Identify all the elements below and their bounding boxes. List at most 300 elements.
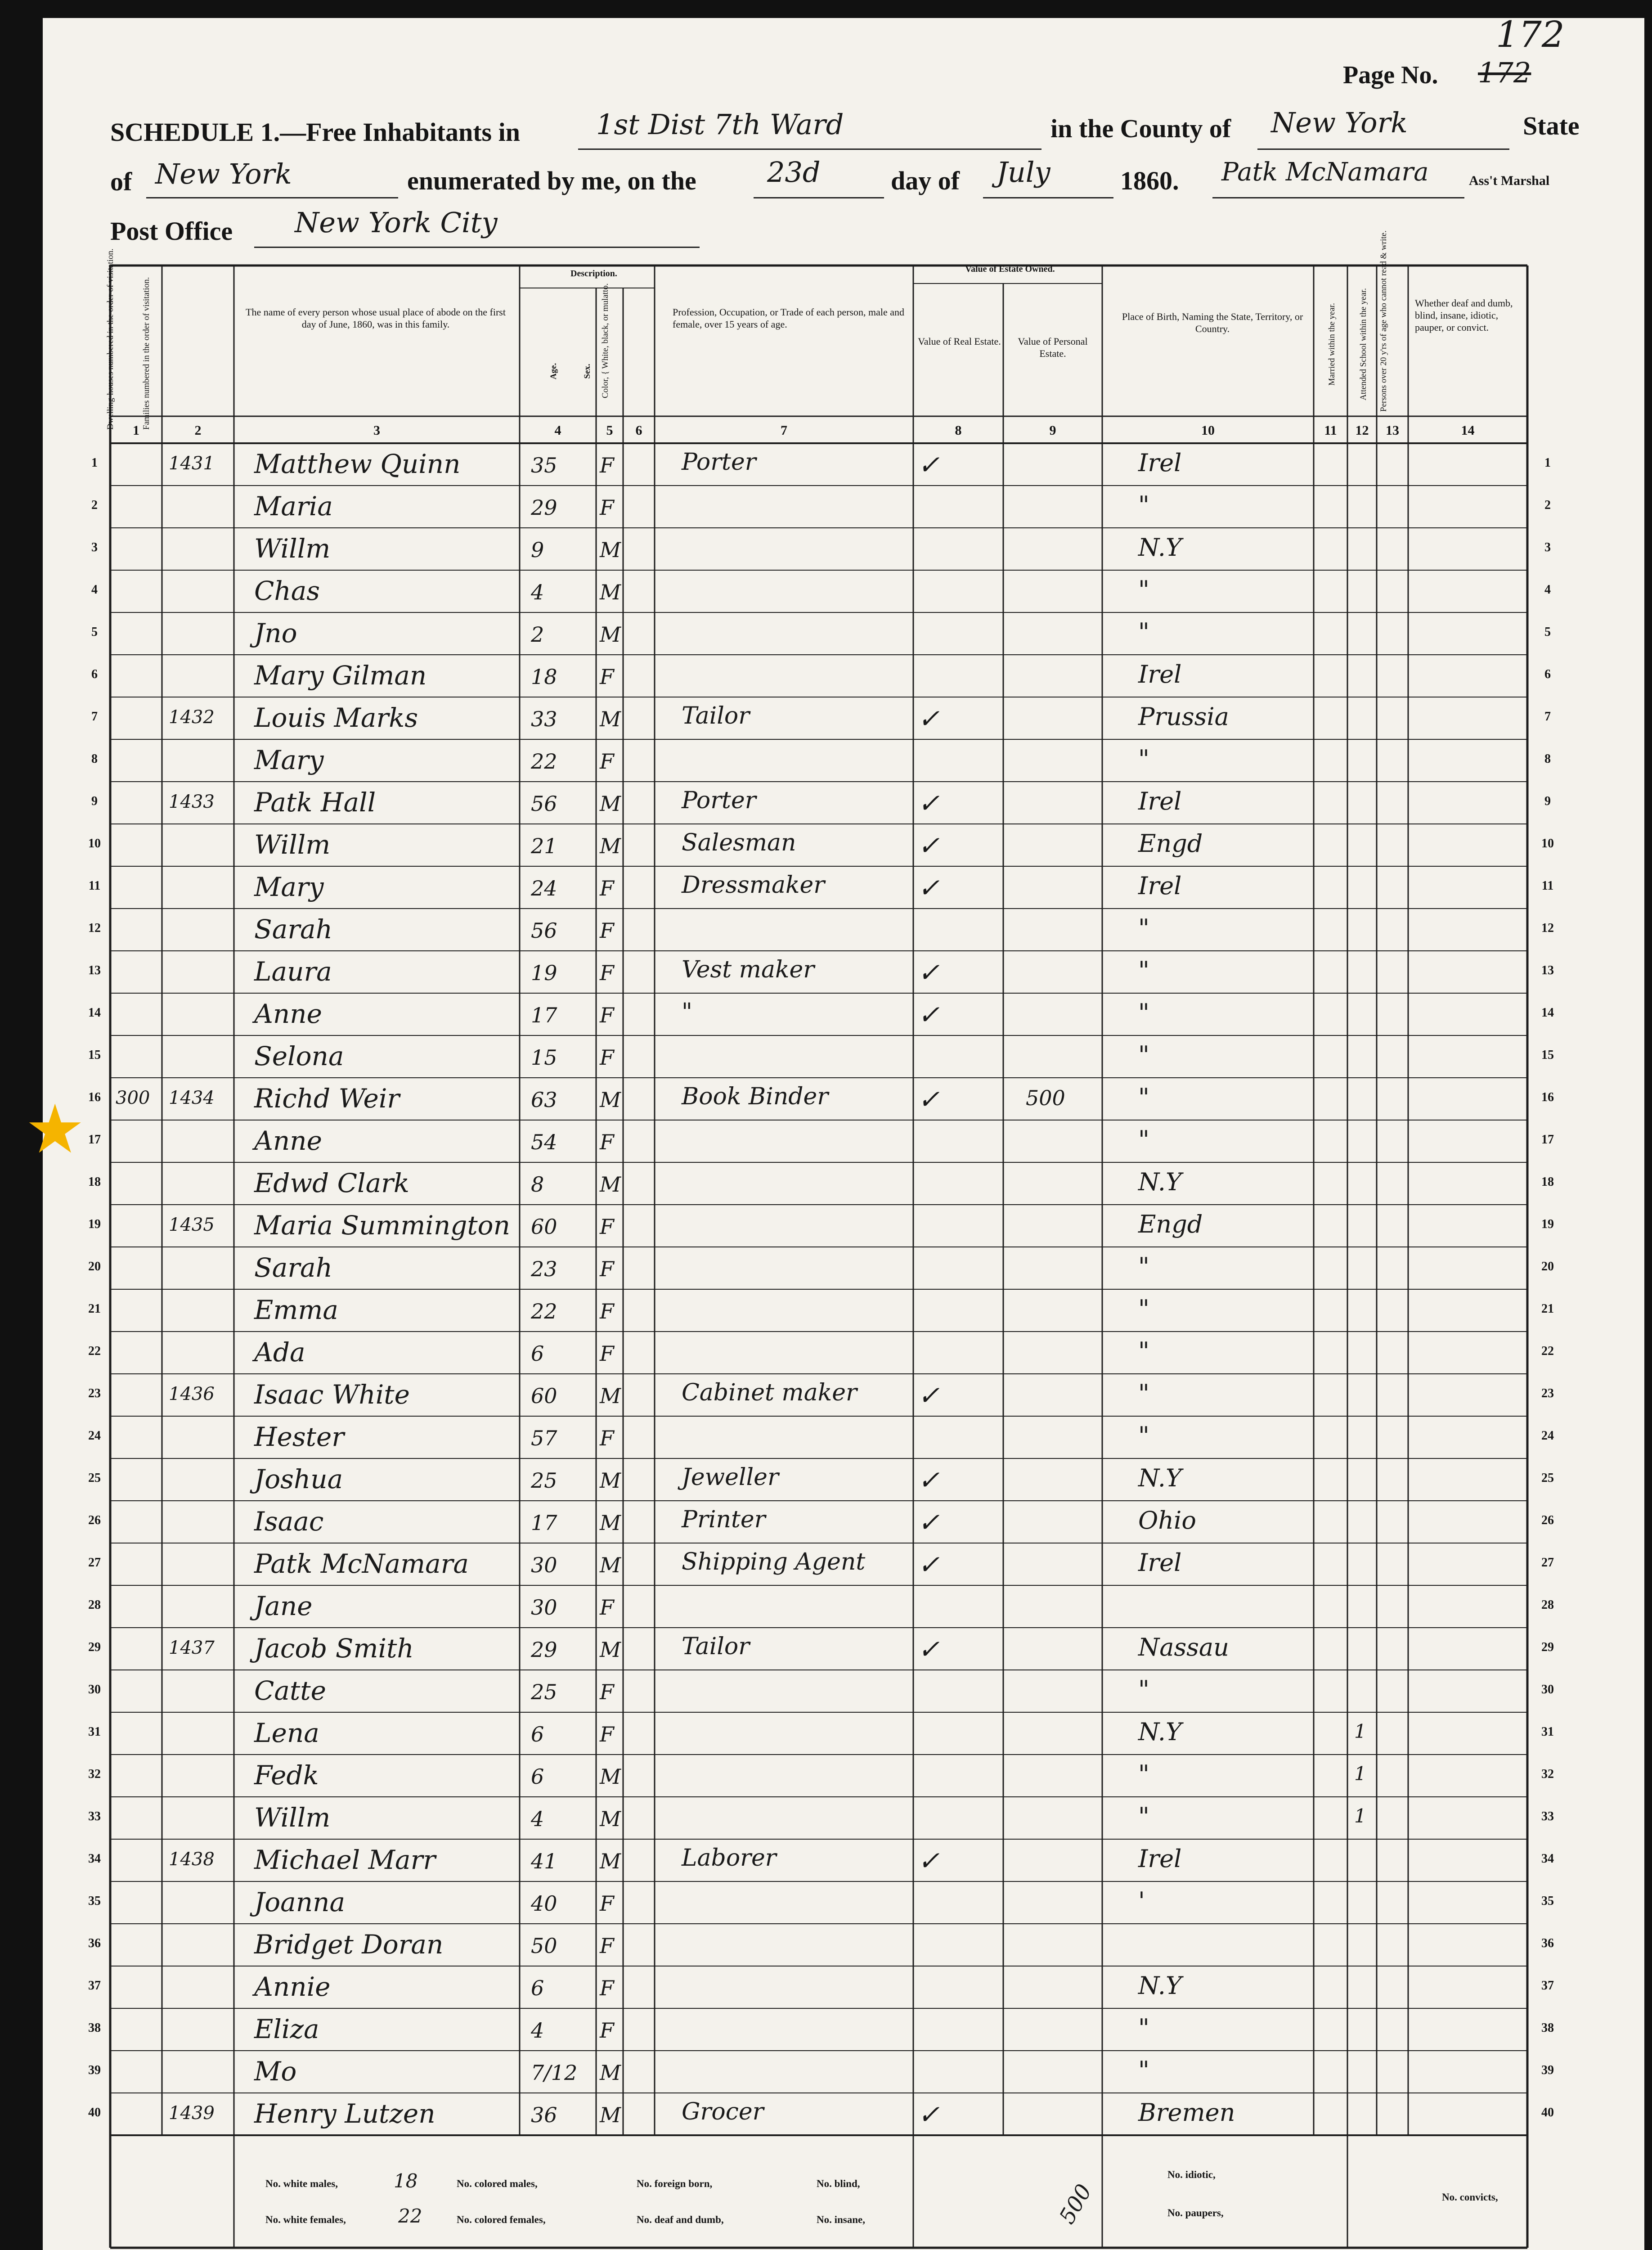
school-mark: 1: [1354, 1720, 1366, 1742]
person-sex: F: [600, 1215, 614, 1239]
row-number-right: 3: [1544, 540, 1551, 554]
row-number-right: 10: [1541, 837, 1554, 850]
person-age: 54: [531, 1130, 557, 1154]
person-occupation: Porter: [682, 449, 756, 476]
person-occupation: Salesman: [682, 829, 796, 856]
birthplace: ": [1138, 1125, 1149, 1154]
person-age: 7/12: [531, 2061, 578, 2085]
row-number-left: 19: [88, 1217, 101, 1231]
footer-colored-females-label: No. colored females,: [457, 2214, 546, 2225]
row-number-left: 37: [88, 1979, 101, 1993]
person-age: 19: [531, 961, 557, 985]
person-name: Annie: [254, 1971, 331, 2002]
person-age: 6: [531, 1976, 544, 2000]
person-age: 60: [531, 1215, 557, 1239]
person-sex: M: [600, 1088, 621, 1112]
person-name: Fedk: [254, 1760, 319, 1791]
person-age: 21: [531, 834, 557, 858]
person-age: 33: [531, 707, 557, 731]
person-sex: F: [600, 1341, 614, 1366]
person-name: Joshua: [254, 1464, 343, 1494]
birthplace: Irel: [1138, 787, 1182, 815]
row-number-left: 23: [88, 1386, 101, 1400]
footer-paupers-label: No. paupers,: [1167, 2207, 1224, 2218]
real-estate-mark: ✓: [918, 788, 940, 819]
person-sex: F: [600, 1595, 614, 1620]
person-age: 8: [531, 1172, 544, 1197]
footer-idiotic-label: No. idiotic,: [1167, 2169, 1216, 2180]
column-number: 14: [1461, 423, 1475, 438]
birthplace: Nassau: [1138, 1633, 1229, 1661]
col-header-real-estate: Value of Real Estate.: [918, 336, 1001, 347]
person-age: 40: [531, 1891, 557, 1916]
person-name: Sarah: [254, 914, 332, 945]
row-number-left: 11: [88, 879, 101, 893]
person-sex: F: [600, 453, 614, 477]
person-sex: M: [600, 834, 621, 858]
row-number-right: 34: [1541, 1852, 1554, 1866]
person-age: 4: [531, 1807, 544, 1831]
person-sex: F: [600, 876, 614, 900]
row-number-left: 7: [91, 710, 98, 724]
real-estate-mark: ✓: [918, 1634, 940, 1665]
birthplace: ": [1138, 1422, 1149, 1450]
footer-white-females-label: No. white females,: [265, 2214, 346, 2225]
col-header-color: Color, { White, black, or mulatto.: [601, 283, 610, 398]
person-name: Willm: [254, 533, 331, 564]
row-number-left: 39: [88, 2063, 101, 2077]
person-name: Hester: [254, 1422, 345, 1452]
row-number-right: 26: [1541, 1513, 1554, 1527]
birthplace: ": [1138, 1379, 1149, 1408]
real-estate-mark: ✓: [918, 830, 940, 861]
row-number-left: 13: [88, 963, 101, 977]
row-number-left: 25: [88, 1471, 101, 1485]
person-age: 25: [531, 1680, 557, 1704]
birthplace: ": [1138, 1295, 1149, 1323]
col-header-name: The name of every person whose usual place of abode on the first day of June, 1860, was in this family.: [246, 306, 506, 330]
footer-insane-label: No. insane,: [817, 2214, 865, 2225]
person-name: Emma: [254, 1295, 338, 1325]
person-sex: M: [600, 1849, 621, 1873]
person-sex: M: [600, 538, 621, 562]
footer-personal-total: 500: [1054, 2180, 1097, 2228]
row-number-right: 24: [1541, 1429, 1554, 1443]
person-name: Henry Lutzen: [254, 2098, 435, 2129]
row-number-right: 13: [1541, 963, 1554, 977]
row-number-right: 18: [1541, 1175, 1554, 1189]
person-sex: M: [600, 1638, 621, 1662]
person-occupation: Tailor: [682, 702, 750, 729]
person-name: Edwd Clark: [254, 1168, 410, 1198]
marshal-label: Ass't Marshal: [1469, 173, 1550, 188]
row-number-left: 28: [88, 1598, 101, 1612]
col-header-description: Description.: [570, 269, 617, 279]
row-number-right: 35: [1541, 1894, 1554, 1908]
row-number-right: 38: [1541, 2021, 1554, 2035]
row-number-right: 9: [1544, 794, 1551, 808]
row-number-left: 32: [88, 1767, 101, 1781]
birthplace: ': [1138, 1887, 1145, 1915]
birthplace: Engd: [1138, 829, 1203, 858]
birthplace: ": [1138, 999, 1149, 1027]
person-age: 60: [531, 1384, 557, 1408]
corner-page-number: 172: [1496, 18, 1565, 55]
person-age: 23: [531, 1257, 557, 1281]
row-number-left: 8: [91, 752, 98, 766]
person-sex: M: [600, 1807, 621, 1831]
person-occupation: Grocer: [682, 2098, 764, 2125]
real-estate-mark: ✓: [918, 873, 940, 903]
row-number-right: 19: [1541, 1217, 1554, 1231]
person-occupation: Cabinet maker: [682, 1379, 857, 1406]
row-number-left: 10: [88, 837, 101, 850]
person-sex: M: [600, 2103, 621, 2127]
birthplace: Irel: [1138, 1845, 1182, 1873]
person-age: 35: [531, 453, 557, 477]
col-header-school: Attended School within the year.: [1359, 288, 1368, 400]
person-age: 25: [531, 1468, 557, 1493]
person-age: 56: [531, 918, 557, 943]
birthplace: N.Y: [1138, 1464, 1182, 1492]
footer-foreign-born-label: No. foreign born,: [637, 2178, 713, 2189]
birthplace: ": [1138, 1675, 1149, 1704]
person-name: Jno: [254, 618, 297, 648]
row-number-right: 36: [1541, 1936, 1554, 1950]
real-estate-mark: ✓: [918, 1084, 940, 1115]
col-header-illiterate: Persons over 20 y'rs of age who cannot read & write.: [1379, 230, 1388, 412]
row-number-right: 1: [1544, 456, 1551, 470]
person-occupation: Porter: [682, 787, 756, 814]
person-age: 56: [531, 792, 557, 816]
person-sex: M: [600, 1468, 621, 1493]
person-sex: M: [600, 580, 621, 604]
person-sex: F: [600, 1976, 614, 2000]
col-header-family: Families numbered in the order of visitation.: [142, 277, 151, 430]
birthplace: ": [1138, 1083, 1149, 1112]
col-header-condition: Whether deaf and dumb, blind, insane, idiotic, pauper, or convict.: [1415, 297, 1513, 333]
birthplace: ": [1138, 1041, 1149, 1069]
schedule-title: SCHEDULE 1.—Free Inhabitants in: [110, 117, 520, 147]
row-number-right: 25: [1541, 1471, 1554, 1485]
col-header-sex: Sex.: [583, 364, 592, 379]
real-estate-mark: ✓: [918, 703, 940, 734]
person-occupation: Jeweller: [682, 1464, 779, 1491]
row-number-left: 35: [88, 1894, 101, 1908]
person-occupation: Tailor: [682, 1633, 750, 1660]
person-age: 17: [531, 1003, 557, 1027]
real-estate-mark: ✓: [918, 1549, 940, 1580]
person-age: 2: [531, 622, 544, 647]
family-number: 1432: [169, 707, 215, 728]
page-no-label: Page No.: [1343, 61, 1438, 89]
birthplace: Bremen: [1138, 2098, 1235, 2127]
row-number-left: 30: [88, 1683, 101, 1696]
row-number-left: 5: [91, 625, 98, 639]
person-name: Anne: [254, 999, 322, 1029]
family-number: 1431: [169, 453, 215, 474]
person-name: Bridget Doran: [254, 1929, 444, 1960]
row-number-left: 22: [88, 1344, 101, 1358]
col-header-estate: Value of Estate Owned.: [965, 264, 1055, 274]
person-name: Sarah: [254, 1252, 332, 1283]
person-name: Laura: [254, 956, 332, 987]
person-sex: F: [600, 918, 614, 943]
year-value: 1860.: [1120, 166, 1179, 195]
row-number-right: 11: [1541, 879, 1554, 893]
person-sex: M: [600, 1172, 621, 1197]
person-name: Mary Gilman: [254, 660, 427, 691]
person-sex: F: [600, 1891, 614, 1916]
column-number: 12: [1355, 423, 1369, 438]
col-header-birthplace: Place of Birth, Naming the State, Territory, or Country.: [1122, 311, 1303, 334]
person-age: 36: [531, 2103, 557, 2127]
row-number-right: 31: [1541, 1725, 1554, 1739]
enumeration-district: 1st Dist 7th Ward: [596, 108, 844, 141]
person-sex: M: [600, 707, 621, 731]
birthplace: N.Y: [1138, 1718, 1182, 1746]
person-sex: M: [600, 792, 621, 816]
birthplace: ": [1138, 618, 1149, 646]
person-sex: F: [600, 1426, 614, 1450]
family-number: 1436: [169, 1384, 215, 1404]
row-number-right: 29: [1541, 1640, 1554, 1654]
state-label: State: [1523, 111, 1580, 140]
birthplace: ": [1138, 1760, 1149, 1788]
person-sex: F: [600, 1299, 614, 1323]
person-age: 6: [531, 1722, 544, 1746]
person-name: Michael Marr: [254, 1845, 436, 1875]
birthplace: ": [1138, 956, 1149, 985]
person-age: 6: [531, 1341, 544, 1366]
row-number-left: 21: [88, 1302, 101, 1316]
row-number-right: 6: [1544, 667, 1551, 681]
birthplace: Prussia: [1138, 702, 1229, 731]
real-estate-mark: ✓: [918, 1465, 940, 1495]
school-mark: 1: [1354, 1763, 1366, 1785]
column-number: 7: [781, 423, 787, 438]
row-number-left: 4: [91, 583, 98, 597]
birthplace: ": [1138, 491, 1149, 519]
row-number-left: 40: [88, 2106, 101, 2120]
person-sex: F: [600, 1130, 614, 1154]
person-name: Patk Hall: [254, 787, 376, 818]
row-number-right: 15: [1541, 1048, 1554, 1062]
person-sex: F: [600, 749, 614, 774]
birthplace: Irel: [1138, 872, 1182, 900]
person-name: Mary: [254, 745, 324, 775]
birthplace: Irel: [1138, 660, 1182, 688]
person-sex: F: [600, 961, 614, 985]
row-number-left: 18: [88, 1175, 101, 1189]
col-header-married: Married within the year.: [1327, 303, 1337, 386]
person-sex: M: [600, 1553, 621, 1577]
day-of-label: day of: [891, 166, 960, 195]
row-number-left: 2: [91, 498, 98, 512]
row-number-right: 21: [1541, 1302, 1554, 1316]
footer-colored-males-label: No. colored males,: [457, 2178, 538, 2189]
enumerated-label: enumerated by me, on the: [407, 166, 696, 195]
real-estate-mark: ✓: [918, 957, 940, 988]
column-number: 5: [606, 423, 613, 438]
person-age: 6: [531, 1764, 544, 1789]
family-number: 1433: [169, 792, 215, 812]
real-estate-mark: ✓: [918, 1845, 940, 1876]
row-number-right: 5: [1544, 625, 1551, 639]
school-mark: 1: [1354, 1805, 1366, 1827]
person-name: Ada: [254, 1337, 305, 1368]
row-number-left: 14: [88, 1006, 101, 1020]
family-number: 1435: [169, 1215, 215, 1235]
row-number-left: 15: [88, 1048, 101, 1062]
birthplace: Irel: [1138, 449, 1182, 477]
of-label: of: [110, 167, 132, 196]
footer-blind-label: No. blind,: [817, 2178, 860, 2189]
birthplace: N.Y: [1138, 1168, 1182, 1196]
row-number-left: 31: [88, 1725, 101, 1739]
row-number-right: 8: [1544, 752, 1551, 766]
column-number: 13: [1386, 423, 1399, 438]
person-sex: F: [600, 665, 614, 689]
row-number-right: 17: [1541, 1133, 1554, 1147]
person-occupation: Shipping Agent: [682, 1548, 866, 1575]
col-header-personal-estate: Value of Personal Estate.: [1018, 336, 1088, 359]
row-number-left: 17: [88, 1133, 101, 1147]
family-number: 1439: [169, 2103, 215, 2124]
person-sex: F: [600, 1680, 614, 1704]
column-number: 11: [1324, 423, 1337, 438]
real-estate-mark: ✓: [918, 1507, 940, 1538]
personal-estate-value: 500: [1026, 1086, 1065, 1110]
row-number-left: 38: [88, 2021, 101, 2035]
person-name: Anne: [254, 1125, 322, 1156]
row-number-right: 7: [1544, 710, 1551, 724]
row-number-left: 36: [88, 1936, 101, 1950]
birthplace: ": [1138, 1252, 1149, 1281]
person-age: 30: [531, 1553, 557, 1577]
person-sex: M: [600, 1511, 621, 1535]
person-sex: F: [600, 1257, 614, 1281]
real-estate-mark: ✓: [918, 1380, 940, 1411]
person-age: 29: [531, 1638, 557, 1662]
person-age: 57: [531, 1426, 557, 1450]
person-age: 17: [531, 1511, 557, 1535]
row-number-left: 33: [88, 1809, 101, 1823]
footer-white-males-label: No. white males,: [265, 2178, 338, 2189]
row-number-right: 40: [1541, 2106, 1554, 2120]
person-name: Willm: [254, 829, 331, 860]
footer-convicts-label: No. convicts,: [1442, 2192, 1498, 2203]
row-number-left: 1: [91, 456, 98, 470]
person-name: Maria Summington: [254, 1210, 510, 1241]
row-number-right: 23: [1541, 1386, 1554, 1400]
person-age: 4: [531, 2018, 544, 2043]
row-number-left: 24: [88, 1429, 101, 1443]
birthplace: Irel: [1138, 1548, 1182, 1577]
column-number: 8: [955, 423, 962, 438]
birthplace: ": [1138, 2014, 1149, 2042]
column-number: 2: [194, 423, 202, 438]
column-number: 10: [1201, 423, 1215, 438]
birthplace: ": [1138, 745, 1149, 773]
person-name: Louis Marks: [254, 702, 418, 733]
person-name: Patk McNamara: [254, 1548, 469, 1579]
person-age: 50: [531, 1934, 557, 1958]
row-number-right: 20: [1541, 1260, 1554, 1274]
post-office-value: New York City: [295, 206, 498, 239]
person-age: 15: [531, 1045, 557, 1070]
person-age: 24: [531, 876, 557, 900]
person-sex: M: [600, 1384, 621, 1408]
person-name: Eliza: [254, 2014, 319, 2044]
col-header-occupation: Profession, Occupation, or Trade of each person, male and female, over 15 years of age.: [673, 306, 905, 330]
row-number-right: 39: [1541, 2063, 1554, 2077]
row-number-right: 2: [1544, 498, 1551, 512]
real-estate-mark: ✓: [918, 999, 940, 1030]
person-age: 4: [531, 580, 544, 604]
county-label: in the County of: [1050, 114, 1231, 143]
column-number: 9: [1049, 423, 1056, 438]
day-value: 23d: [767, 156, 821, 189]
person-name: Matthew Quinn: [254, 449, 461, 479]
person-sex: F: [600, 1003, 614, 1027]
person-age: 22: [531, 1299, 557, 1323]
person-name: Jacob Smith: [254, 1633, 414, 1664]
row-number-right: 14: [1541, 1006, 1554, 1020]
real-estate-mark: ✓: [918, 450, 940, 480]
person-sex: F: [600, 1045, 614, 1070]
page-no-value: 172: [1478, 56, 1531, 89]
row-number-right: 16: [1541, 1090, 1554, 1104]
month-value: July: [997, 156, 1050, 189]
person-name: Jane: [254, 1591, 313, 1621]
census-sheet: [43, 18, 1644, 2250]
star-marker: ★: [25, 1090, 85, 1169]
birthplace: ": [1138, 1802, 1149, 1831]
row-number-right: 4: [1544, 583, 1551, 597]
row-number-right: 12: [1541, 921, 1554, 935]
person-occupation: Book Binder: [682, 1083, 829, 1110]
footer-white-females: 22: [398, 2205, 422, 2227]
family-number: 1437: [169, 1638, 215, 1658]
person-age: 63: [531, 1088, 557, 1112]
person-sex: F: [600, 2018, 614, 2043]
column-number: 3: [373, 423, 380, 438]
person-name: Lena: [254, 1718, 319, 1748]
birthplace: Ohio: [1138, 1506, 1196, 1534]
row-number-right: 27: [1541, 1556, 1554, 1570]
state-value: New York: [155, 158, 292, 190]
person-age: 22: [531, 749, 557, 774]
row-number-left: 3: [91, 540, 98, 554]
column-number: 1: [133, 423, 139, 438]
person-sex: M: [600, 622, 621, 647]
person-sex: F: [600, 1722, 614, 1746]
person-sex: M: [600, 2061, 621, 2085]
birthplace: ": [1138, 576, 1149, 604]
person-name: Mary: [254, 872, 324, 902]
person-age: 9: [531, 538, 544, 562]
post-office-label: Post Office: [110, 216, 233, 246]
col-header-dwelling: Dwelling-houses numbered in the order of visitation.: [106, 248, 115, 430]
person-sex: M: [600, 1764, 621, 1789]
person-name: Chas: [254, 576, 320, 606]
person-name: Isaac White: [254, 1379, 410, 1410]
row-number-right: 33: [1541, 1809, 1554, 1823]
person-name: Mo: [254, 2056, 297, 2087]
person-occupation: ": [682, 999, 692, 1026]
column-number: 4: [554, 423, 561, 438]
